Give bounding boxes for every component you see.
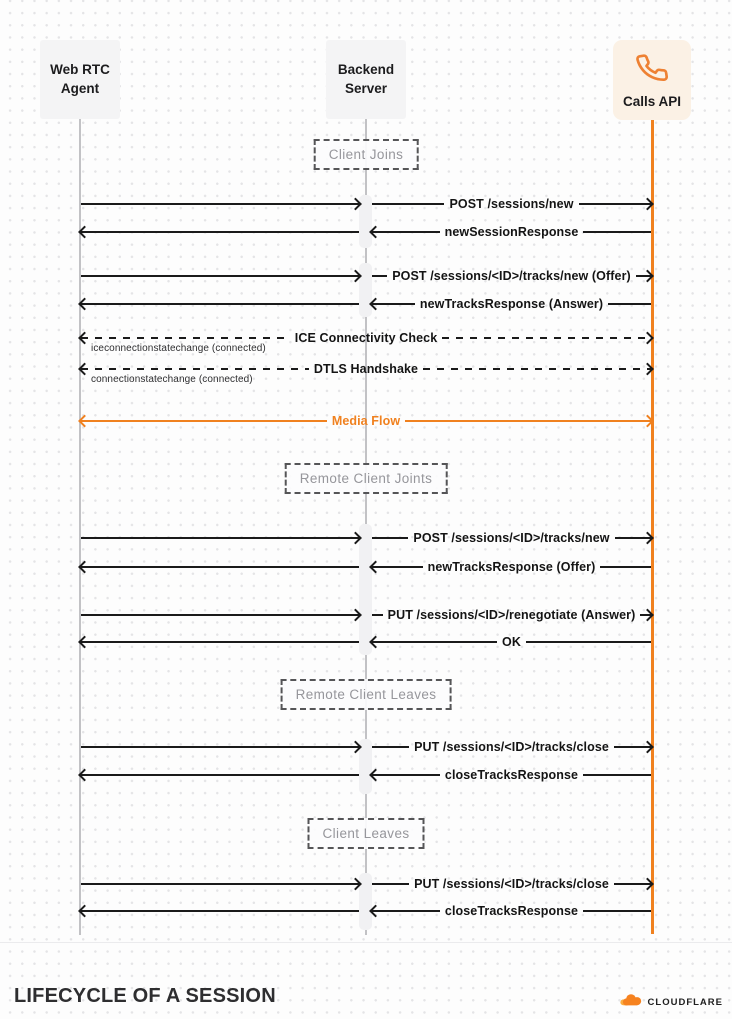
message-arrow — [372, 192, 651, 216]
activation-bar — [359, 524, 372, 655]
message-label: newSessionResponse — [444, 225, 579, 239]
message-label: Media Flow — [331, 414, 401, 428]
message-arrow-segment — [81, 899, 359, 923]
message-label: closeTracksResponse — [444, 768, 579, 782]
arrowhead-left-icon — [369, 905, 382, 918]
step-client-leaves: Client Leaves — [308, 818, 425, 849]
message-arrow — [372, 763, 651, 787]
message-label: newTracksResponse (Offer) — [427, 560, 596, 574]
message-arrow-segment — [81, 264, 359, 288]
message-label: OK — [502, 635, 521, 649]
message-label: newTracksResponse (Answer) — [419, 297, 604, 311]
message-arrow — [372, 292, 651, 316]
message-arrow-media-flow — [81, 409, 651, 433]
message-arrow — [372, 872, 651, 896]
arrowhead-left-icon — [369, 226, 382, 239]
message-arrow-segment — [81, 872, 359, 896]
message-label: PUT /sessions/<ID>/tracks/close — [414, 740, 609, 754]
actor-label: Agent — [60, 80, 100, 96]
message-arrow — [372, 264, 651, 288]
arrowhead-left-icon — [78, 415, 91, 428]
phone-icon — [636, 52, 668, 87]
message-label: DTLS Handshake — [313, 362, 419, 376]
message-arrow — [372, 630, 651, 654]
message-label: PUT /sessions/<ID>/tracks/close — [414, 877, 609, 891]
arrowhead-left-icon — [78, 363, 91, 376]
message-arrow-segment — [81, 630, 359, 654]
lifeline-calls-api — [651, 120, 654, 934]
arrowhead-left-icon — [78, 561, 91, 574]
step-remote-client-joints: Remote Client Joints — [285, 463, 448, 494]
message-arrow — [372, 603, 651, 627]
message-arrow-segment — [81, 292, 359, 316]
message-arrow — [372, 555, 651, 579]
event-sublabel: iceconnectionstatechange (connected) — [91, 343, 266, 354]
message-arrow — [372, 220, 651, 244]
event-sublabel: connectionstatechange (connected) — [91, 374, 253, 385]
message-arrow-segment — [81, 220, 359, 244]
step-client-joins: Client Joins — [314, 139, 419, 170]
activation-bar — [359, 873, 372, 930]
cloudflare-wordmark: CLOUDFLARE — [647, 996, 723, 1008]
arrowhead-left-icon — [78, 636, 91, 649]
message-label: PUT /sessions/<ID>/renegotiate (Answer) — [387, 608, 636, 622]
cloudflare-logo — [618, 991, 723, 1013]
message-arrow-segment — [81, 526, 359, 550]
arrowhead-left-icon — [78, 332, 91, 345]
message-arrow-segment — [81, 192, 359, 216]
actor-web-rtc-agent — [40, 40, 120, 119]
message-arrow — [372, 899, 651, 923]
cloudflare-cloud-icon — [618, 991, 644, 1013]
footer-divider — [0, 942, 732, 943]
message-arrow-segment — [81, 763, 359, 787]
actor-label: Web RTC — [50, 62, 110, 78]
message-arrow-segment — [81, 555, 359, 579]
message-arrow-segment — [81, 735, 359, 759]
message-label: POST /sessions/<ID>/tracks/new (Offer) — [392, 269, 631, 283]
actor-label: Calls API — [622, 93, 682, 109]
message-arrow — [372, 735, 651, 759]
arrowhead-left-icon — [78, 769, 91, 782]
arrowhead-left-icon — [369, 561, 382, 574]
message-arrow — [372, 526, 651, 550]
arrowhead-left-icon — [369, 769, 382, 782]
arrowhead-left-icon — [78, 298, 91, 311]
arrowhead-left-icon — [78, 226, 91, 239]
actor-calls-api — [613, 40, 691, 120]
actor-label: Server — [344, 80, 388, 96]
arrowhead-left-icon — [369, 636, 382, 649]
arrowhead-left-icon — [369, 298, 382, 311]
activation-bar — [359, 263, 372, 317]
message-arrow-segment — [81, 603, 359, 627]
message-label: ICE Connectivity Check — [294, 331, 438, 345]
message-label: closeTracksResponse — [444, 904, 579, 918]
message-label: POST /sessions/new — [449, 197, 574, 211]
step-remote-client-leaves: Remote Client Leaves — [281, 679, 452, 710]
actor-backend-server — [326, 40, 406, 119]
actor-label: Backend — [337, 62, 395, 78]
arrowhead-left-icon — [78, 905, 91, 918]
message-label: POST /sessions/<ID>/tracks/new — [413, 531, 610, 545]
page-title: LIFECYCLE OF A SESSION — [14, 985, 276, 1007]
